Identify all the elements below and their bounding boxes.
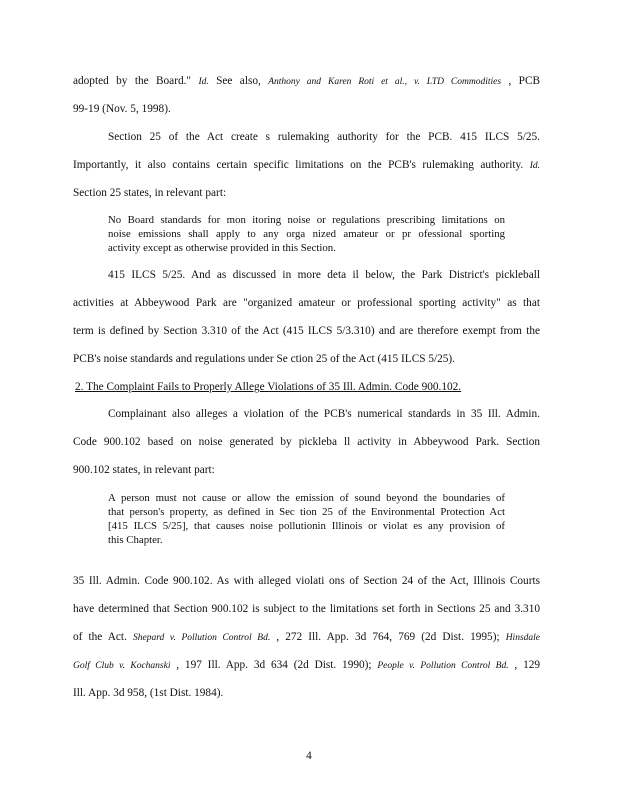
section-heading: 2. The Complaint Fails to Properly Allege Violations of 35 Ill. Admin. Code 900.102. (75, 381, 462, 393)
block-quote-line: that person's property, as defined in Sec tion 25 of the Environmental Protection Act (108, 506, 505, 518)
text-line: PCB's noise standards and regulations under Se ction 25 of the Act (415 ILCS 5/25). (73, 353, 456, 365)
text-line: 415 ILCS 5/25. And as discussed in more deta il below, the Park District's pickleball (108, 269, 540, 281)
block-quote-line: this Chapter. (108, 534, 163, 546)
text-line: Section 25 of the Act create s rulemaking authority for the PCB. 415 ILCS 5/25. (108, 131, 540, 143)
text-line: Ill. App. 3d 958, (1st Dist. 1984). (73, 687, 224, 699)
block-quote-line: A person must not cause or allow the emission of sound beyond the boundaries of (108, 492, 505, 504)
text-line: activities at Abbeywood Park are "organized amateur or professional sporting activity" as that (73, 297, 540, 309)
block-quote-line: noise emissions shall apply to any orga nized amateur or pr ofessional sporting (108, 228, 505, 240)
text-line: Section 25 states, in relevant part: (73, 187, 227, 199)
citation-line: Golf Club v. Kochanski , 197 Ill. App. 3d 634 (2d Dist. 1990); People v. Pollution Control Bd. , 129 (73, 659, 541, 671)
block-quote-line: activity except as otherwise provided in this Section. (108, 242, 336, 254)
text-line: 35 Ill. Admin. Code 900.102. As with alleged violati ons of Section 24 of the Act, Illinois Courts (73, 575, 540, 587)
text-line: 99-19 (Nov. 5, 1998). (73, 103, 171, 115)
text-line: adopted by the Board." Id. See also, Anthony and Karen Roti et al., v. LTD Commodities , PCB (73, 75, 541, 87)
citation-line: of the Act. Shepard v. Pollution Control Bd. , 272 Ill. App. 3d 764, 769 (2d Dist. 1995); Hinsdale (73, 631, 540, 643)
text-line: 900.102 states, in relevant part: (73, 464, 215, 476)
page-number: 4 (306, 750, 312, 762)
text-line: Code 900.102 based on noise generated by pickleba ll activity in Abbeywood Park. Section (73, 436, 540, 448)
text-line: term is defined by Section 3.310 of the Act (415 ILCS 5/3.310) and are therefore exempt from the (73, 325, 540, 337)
block-quote-line: [415 ILCS 5/25], that causes noise pollutionin Illinois or violat es any provision of (108, 520, 505, 532)
text-line: Complainant also alleges a violation of the PCB's numerical standards in 35 Ill. Admin. (108, 408, 540, 420)
text-line: Importantly, it also contains certain specific limitations on the PCB's rulemaking authority. Id. (73, 159, 540, 171)
text-line: have determined that Section 900.102 is subject to the limitations set forth in Sections 25 and 3.310 (73, 603, 540, 615)
block-quote-line: No Board standards for mon itoring noise or regulations prescribing limitations on (108, 214, 505, 226)
